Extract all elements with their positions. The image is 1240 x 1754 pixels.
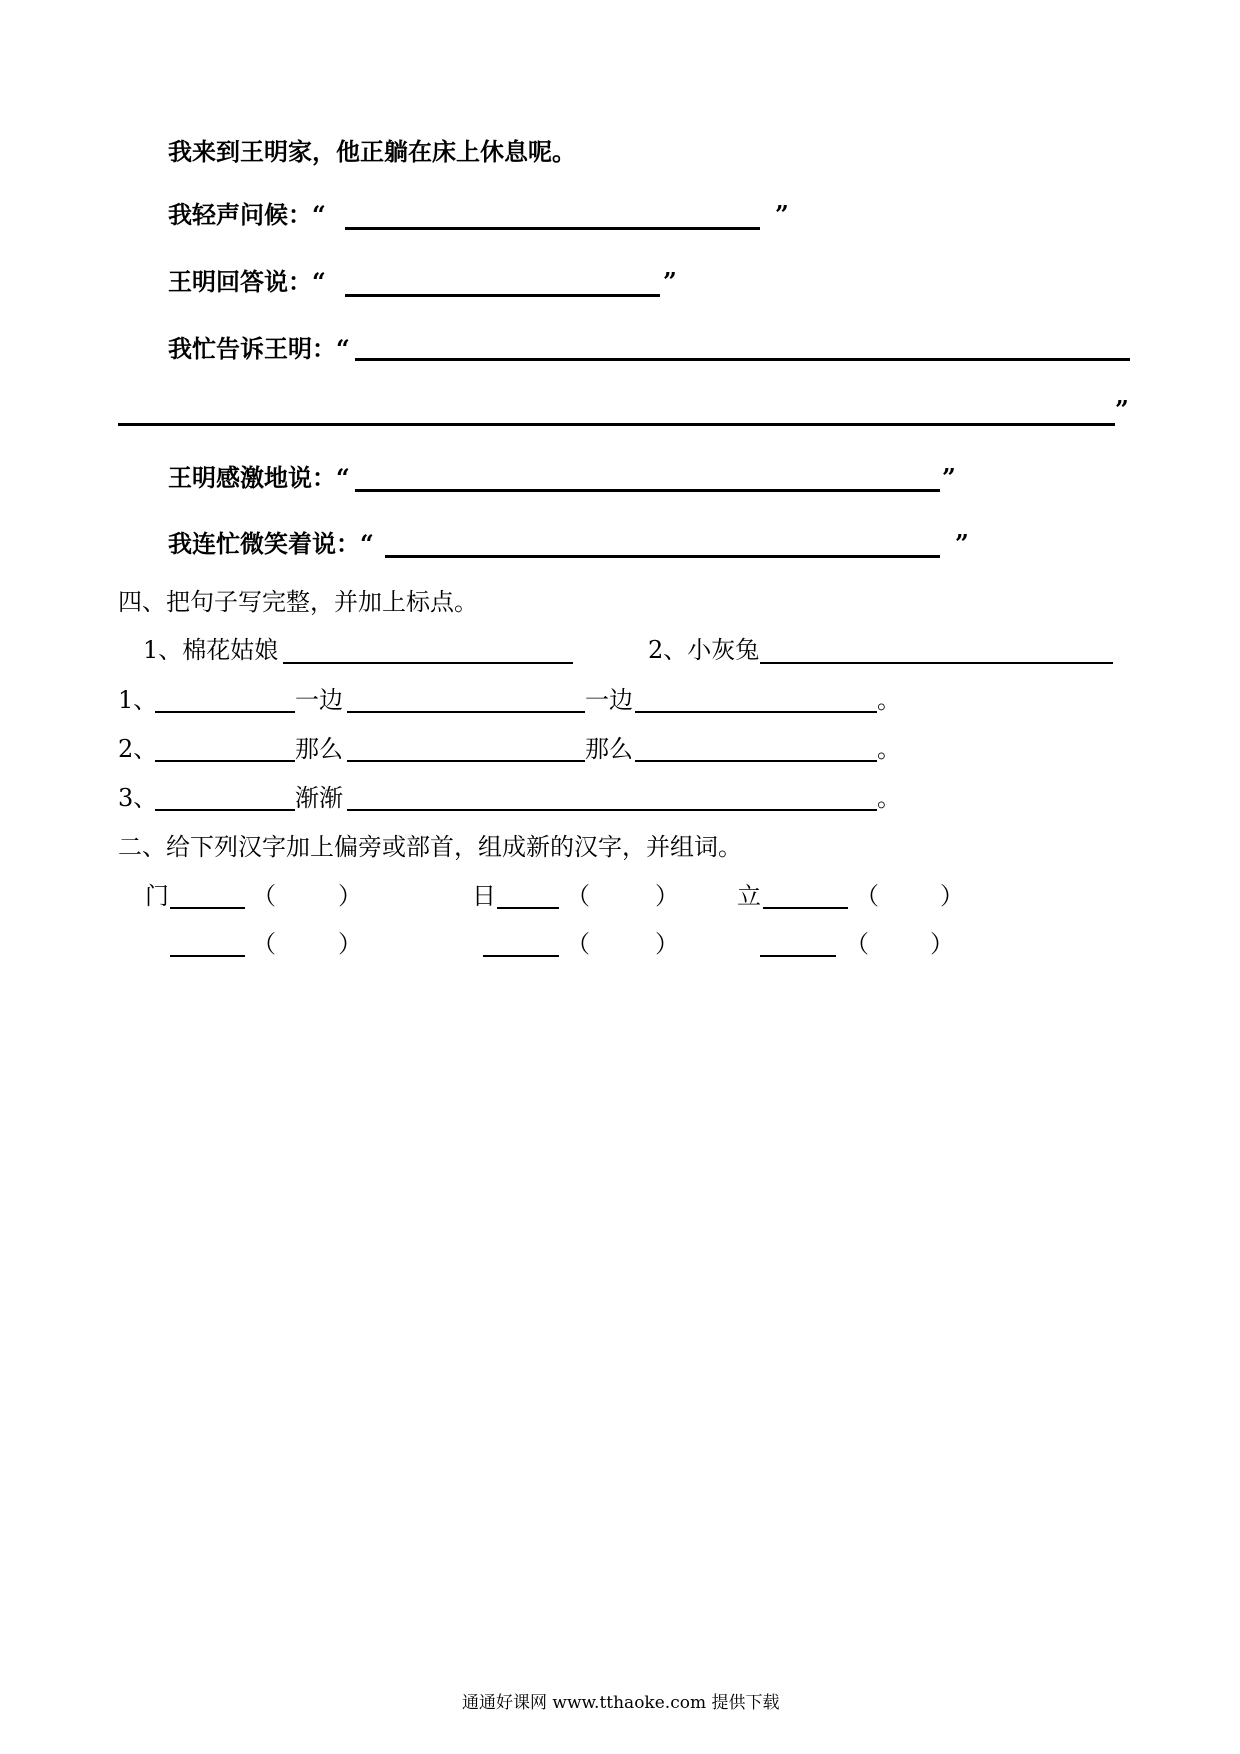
row2-3-lparen: （	[845, 930, 869, 958]
char-1-lparen: （	[252, 882, 276, 910]
pattern3-number: 3、	[118, 784, 158, 812]
reply-label: 王明回答说：“	[168, 267, 326, 296]
char-3: 立	[737, 882, 761, 910]
row2-1-lparen: （	[252, 930, 276, 958]
pattern1-blank-3[interactable]	[635, 711, 877, 713]
char-2: 日	[472, 882, 496, 910]
pattern2-word2: 那么	[585, 735, 633, 763]
section4-item1-label: 1、棉花姑娘	[143, 636, 279, 664]
pattern1-end: 。	[877, 686, 901, 714]
char-3-lparen: （	[855, 882, 879, 910]
pattern1-word1: 一边	[295, 686, 343, 714]
char-1-rparen: ）	[338, 882, 362, 910]
pattern3-blank-2[interactable]	[347, 809, 877, 811]
pattern2-blank-2[interactable]	[347, 760, 585, 762]
section2-heading: 二、给下列汉字加上偏旁或部首，组成新的汉字，并组词。	[118, 833, 742, 861]
char-3-blank[interactable]	[763, 907, 848, 909]
thanks-close-quote: ”	[942, 463, 956, 492]
pattern2-end: 。	[877, 735, 901, 763]
pattern3-word1: 渐渐	[295, 784, 343, 812]
row2-2-rparen: ）	[655, 930, 679, 958]
row2-1-rparen: ）	[338, 930, 362, 958]
intro-line: 我来到王明家，他正躺在床上休息呢。	[168, 137, 576, 166]
pattern2-number: 2、	[118, 735, 158, 763]
pattern3-blank-1[interactable]	[155, 809, 295, 811]
reply-close-quote: ”	[663, 267, 677, 296]
greet-label: 我轻声问候：“	[168, 200, 326, 229]
smile-label: 我连忙微笑着说：“	[168, 529, 374, 558]
char-1-blank[interactable]	[170, 907, 245, 909]
section4-item1-line[interactable]	[283, 662, 573, 664]
smile-close-quote: ”	[955, 529, 969, 558]
reply-answer-line[interactable]	[345, 294, 660, 297]
char-1: 门	[145, 882, 169, 910]
pattern3-end: 。	[877, 784, 901, 812]
row2-2-lparen: （	[566, 930, 590, 958]
section4-heading: 四、把句子写完整，并加上标点。	[118, 588, 478, 616]
page-footer: 通通好课网 www.tthaoke.com 提供下载	[462, 1693, 780, 1713]
pattern1-number: 1、	[118, 686, 158, 714]
row2-blank-3[interactable]	[760, 955, 836, 957]
thanks-answer-line[interactable]	[355, 489, 940, 492]
row2-blank-1[interactable]	[170, 955, 245, 957]
char-2-blank[interactable]	[497, 907, 559, 909]
pattern2-word1: 那么	[295, 735, 343, 763]
section4-item2-label: 2、小灰兔	[648, 636, 760, 664]
section4-item2-line[interactable]	[760, 662, 1113, 664]
row2-3-rparen: ）	[930, 930, 954, 958]
pattern1-word2: 一边	[585, 686, 633, 714]
tell-answer-line-1[interactable]	[355, 358, 1130, 361]
char-2-rparen: ）	[655, 882, 679, 910]
pattern1-blank-2[interactable]	[347, 711, 585, 713]
greet-answer-line[interactable]	[345, 227, 760, 230]
thanks-label: 王明感激地说：“	[168, 463, 350, 492]
char-3-rparen: ）	[940, 882, 964, 910]
pattern2-blank-1[interactable]	[155, 760, 295, 762]
pattern2-blank-3[interactable]	[635, 760, 877, 762]
greet-close-quote: ”	[775, 200, 789, 229]
row2-blank-2[interactable]	[483, 955, 559, 957]
pattern1-blank-1[interactable]	[155, 711, 295, 713]
tell-close-quote: ”	[1115, 395, 1129, 424]
smile-answer-line[interactable]	[385, 555, 940, 558]
tell-label: 我忙告诉王明：“	[168, 334, 350, 363]
tell-answer-line-2[interactable]	[118, 423, 1115, 426]
char-2-lparen: （	[566, 882, 590, 910]
